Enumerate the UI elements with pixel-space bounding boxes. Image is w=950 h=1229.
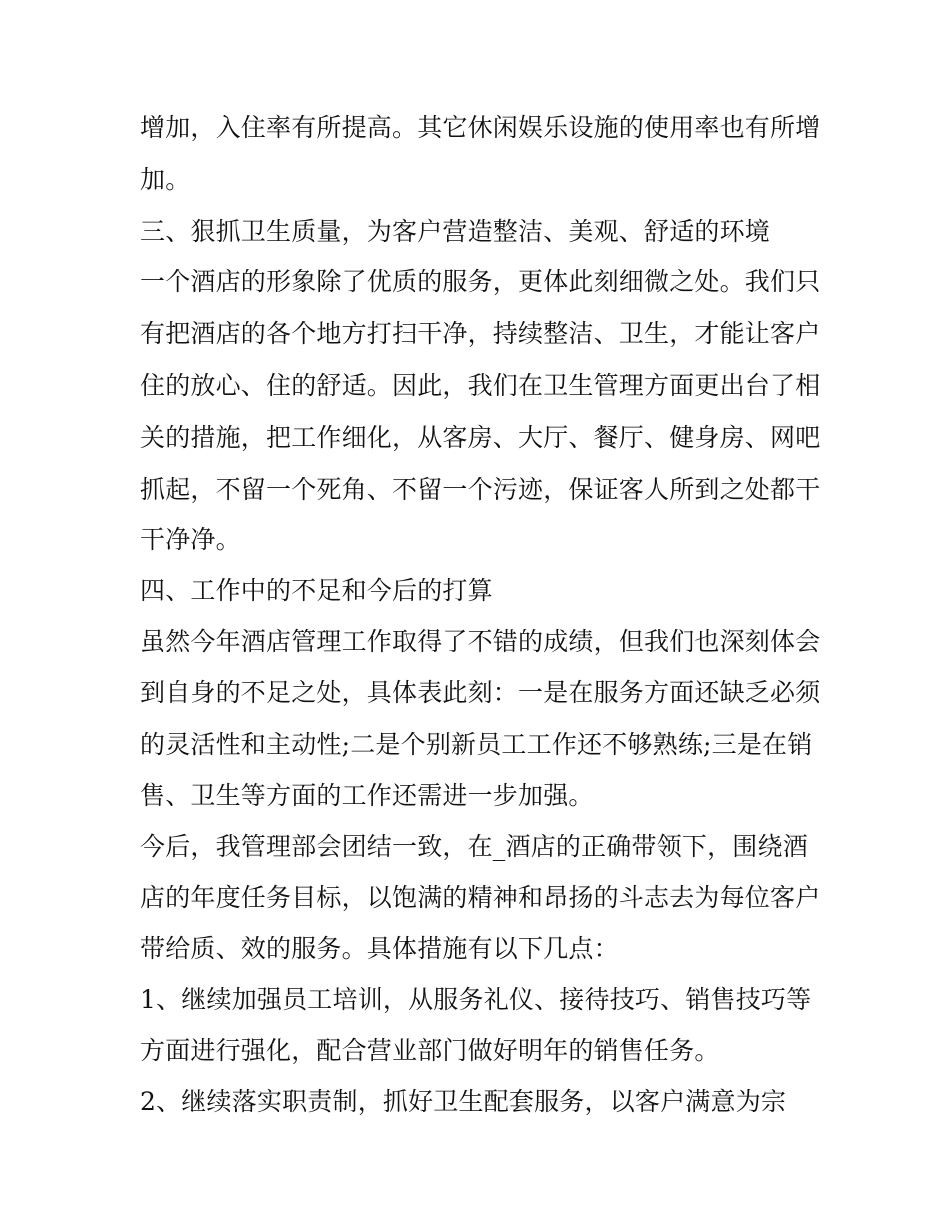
text-line: 有把酒店的各个地方打扫干净，持续整洁、卫生，才能让客户 [140,319,821,348]
text-line: 一个酒店的形象除了优质的服务，更体此刻细微之处。我们只 [140,267,821,296]
text-line: 到自身的不足之处，具体表此刻：一是在服务方面还缺乏必须 [140,678,821,707]
text-line: 干净净。 [140,525,241,554]
text-line: 关的措施，把工作细化，从客房、大厅、餐厅、健身房、网吧 [140,423,821,452]
text-line: 增加，入住率有所提高。其它休闲娱乐设施的使用率也有所增 [140,113,821,142]
text-line: 加。 [140,165,191,194]
text-line: 住的放心、住的舒适。因此，我们在卫生管理方面更出台了相 [140,371,821,400]
text-line: 售、卫生等方面的工作还需进一步加强。 [140,781,594,810]
text-line: 虽然今年酒店管理工作取得了不错的成绩，但我们也深刻体会 [140,627,821,656]
section-heading-3: 三、狠抓卫生质量，为客户营造整洁、美观、舒适的环境 [140,217,771,246]
text-line: 方面进行强化，配合营业部门做好明年的销售任务。 [140,1036,720,1065]
text-line: 的灵活性和主动性;二是个别新员工工作还不够熟练;三是在销 [140,730,813,759]
section-heading-4: 四、工作中的不足和今后的打算 [140,576,493,605]
list-item-1: 1、继续加强员工培训，从服务礼仪、接待技巧、销售技巧等 [140,985,812,1014]
text-line: 今后，我管理部会团结一致，在_酒店的正确带领下，围绕酒 [140,832,808,861]
text-line: 抓起，不留一个死角、不留一个污迹，保证客人所到之处都干 [140,475,821,504]
text-line: 带给质、效的服务。具体措施有以下几点： [140,934,619,963]
text-line: 店的年度任务目标，以饱满的精神和昂扬的斗志去为每位客户 [140,883,821,912]
list-item-2: 2、继续落实职责制，抓好卫生配套服务，以客户满意为宗 [140,1087,787,1116]
